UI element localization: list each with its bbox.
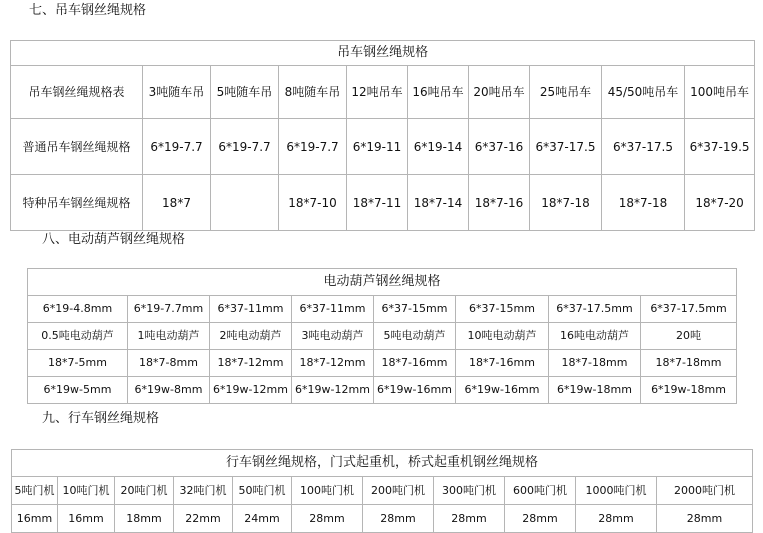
header-cell: 25吨吊车 [530,66,602,119]
table-cell: 22mm [174,505,233,533]
table-cell: 6*19-11 [347,119,408,175]
table-row [28,296,737,323]
table-cell: 6*37-17.5mm [641,296,737,323]
table-cell [211,175,279,231]
table-cell: 18*7-10 [279,175,347,231]
table-cell: 24mm [233,505,292,533]
header-cell: 45/50吨吊车 [602,66,685,119]
table-cell: 16吨电动葫芦 [549,323,641,350]
table-cell: 6*37-15mm [456,296,549,323]
table-cell: 18*7-11 [347,175,408,231]
table-cell: 6*19w-16mm [374,377,456,404]
table-title-row [11,41,755,66]
header-cell: 20吨门机 [115,477,174,505]
table-cell: 6*19w-12mm [210,377,292,404]
table-cell: 6*19w-16mm [456,377,549,404]
table-cell: 18*7-18 [602,175,685,231]
table-header-row [12,477,753,505]
header-cell: 50吨门机 [233,477,292,505]
table-cell: 5吨电动葫芦 [374,323,456,350]
row-label: 特种吊车钢丝绳规格 [11,175,143,231]
table-header-row [11,66,755,119]
table-cell: 18*7-5mm [28,350,128,377]
table-cell: 3吨电动葫芦 [292,323,374,350]
header-cell: 5吨门机 [12,477,58,505]
gantry-rope-table [11,449,753,533]
table-cell: 2吨电动葫芦 [210,323,292,350]
table-cell: 6*19-7.7 [143,119,211,175]
table-cell: 6*19w-18mm [641,377,737,404]
table-title: 电动葫芦钢丝绳规格 [28,269,737,296]
header-cell: 300吨门机 [434,477,505,505]
table-cell: 6*37-15mm [374,296,456,323]
table-cell: 6*37-17.5mm [549,296,641,323]
header-cell: 10吨门机 [58,477,115,505]
table-cell: 18mm [115,505,174,533]
table-row [11,175,755,231]
table-cell: 10吨电动葫芦 [456,323,549,350]
table-cell: 6*37-17.5 [530,119,602,175]
hoist-rope-table [27,268,737,404]
table-cell: 28mm [657,505,753,533]
table-cell: 28mm [505,505,576,533]
section9-heading: 九、行车钢丝绳规格 [42,411,160,426]
table-cell: 1吨电动葫芦 [128,323,210,350]
table-cell: 0.5吨电动葫芦 [28,323,128,350]
table-cell: 18*7-12mm [292,350,374,377]
table-row [28,377,737,404]
section7-heading: 七、吊车钢丝绳规格 [29,3,147,18]
header-cell: 12吨吊车 [347,66,408,119]
table-cell: 16mm [12,505,58,533]
header-cell: 1000吨门机 [576,477,657,505]
table-cell: 6*19-7.7 [211,119,279,175]
table-cell: 6*19w-18mm [549,377,641,404]
table-cell: 28mm [434,505,505,533]
table-cell: 16mm [58,505,115,533]
table-cell: 6*19w-5mm [28,377,128,404]
table-cell: 18*7-18mm [549,350,641,377]
table-cell: 20吨 [641,323,737,350]
table-row [12,505,753,533]
table-cell: 18*7-14 [408,175,469,231]
table-cell: 6*19w-12mm [292,377,374,404]
table-cell: 6*19w-8mm [128,377,210,404]
table-cell: 6*37-16 [469,119,530,175]
table-cell: 6*19-14 [408,119,469,175]
header-cell: 8吨随车吊 [279,66,347,119]
header-cell: 20吨吊车 [469,66,530,119]
table-cell: 18*7-8mm [128,350,210,377]
table-cell: 6*37-19.5 [685,119,755,175]
table-cell: 6*19-4.8mm [28,296,128,323]
table-title: 行车钢丝绳规格，门式起重机，桥式起重机钢丝绳规格 [12,450,753,477]
table-row [28,323,737,350]
header-cell: 5吨随车吊 [211,66,279,119]
header-cell: 2000吨门机 [657,477,753,505]
table-cell: 6*19-7.7mm [128,296,210,323]
table-cell: 18*7-20 [685,175,755,231]
table-cell: 18*7-16mm [374,350,456,377]
header-cell: 3吨随车吊 [143,66,211,119]
header-cell: 600吨门机 [505,477,576,505]
section8-heading: 八、电动葫芦钢丝绳规格 [42,232,186,247]
crane-rope-table [10,40,755,231]
table-cell: 6*37-11mm [292,296,374,323]
table-cell: 18*7-12mm [210,350,292,377]
table-cell: 28mm [576,505,657,533]
table-cell: 28mm [363,505,434,533]
table-title-row [12,450,753,477]
header-cell: 100吨吊车 [685,66,755,119]
table-cell: 6*19-7.7 [279,119,347,175]
header-cell: 32吨门机 [174,477,233,505]
table-cell: 28mm [292,505,363,533]
header-cell: 200吨门机 [363,477,434,505]
header-cell: 吊车钢丝绳规格表 [11,66,143,119]
table-cell: 18*7 [143,175,211,231]
table-row [28,350,737,377]
table-title: 吊车钢丝绳规格 [11,41,755,66]
table-cell: 18*7-16mm [456,350,549,377]
row-label: 普通吊车钢丝绳规格 [11,119,143,175]
header-cell: 100吨门机 [292,477,363,505]
table-cell: 18*7-18 [530,175,602,231]
table-cell: 6*37-17.5 [602,119,685,175]
table-cell: 18*7-18mm [641,350,737,377]
table-cell: 18*7-16 [469,175,530,231]
table-title-row [28,269,737,296]
table-row [11,119,755,175]
table-cell: 6*37-11mm [210,296,292,323]
header-cell: 16吨吊车 [408,66,469,119]
